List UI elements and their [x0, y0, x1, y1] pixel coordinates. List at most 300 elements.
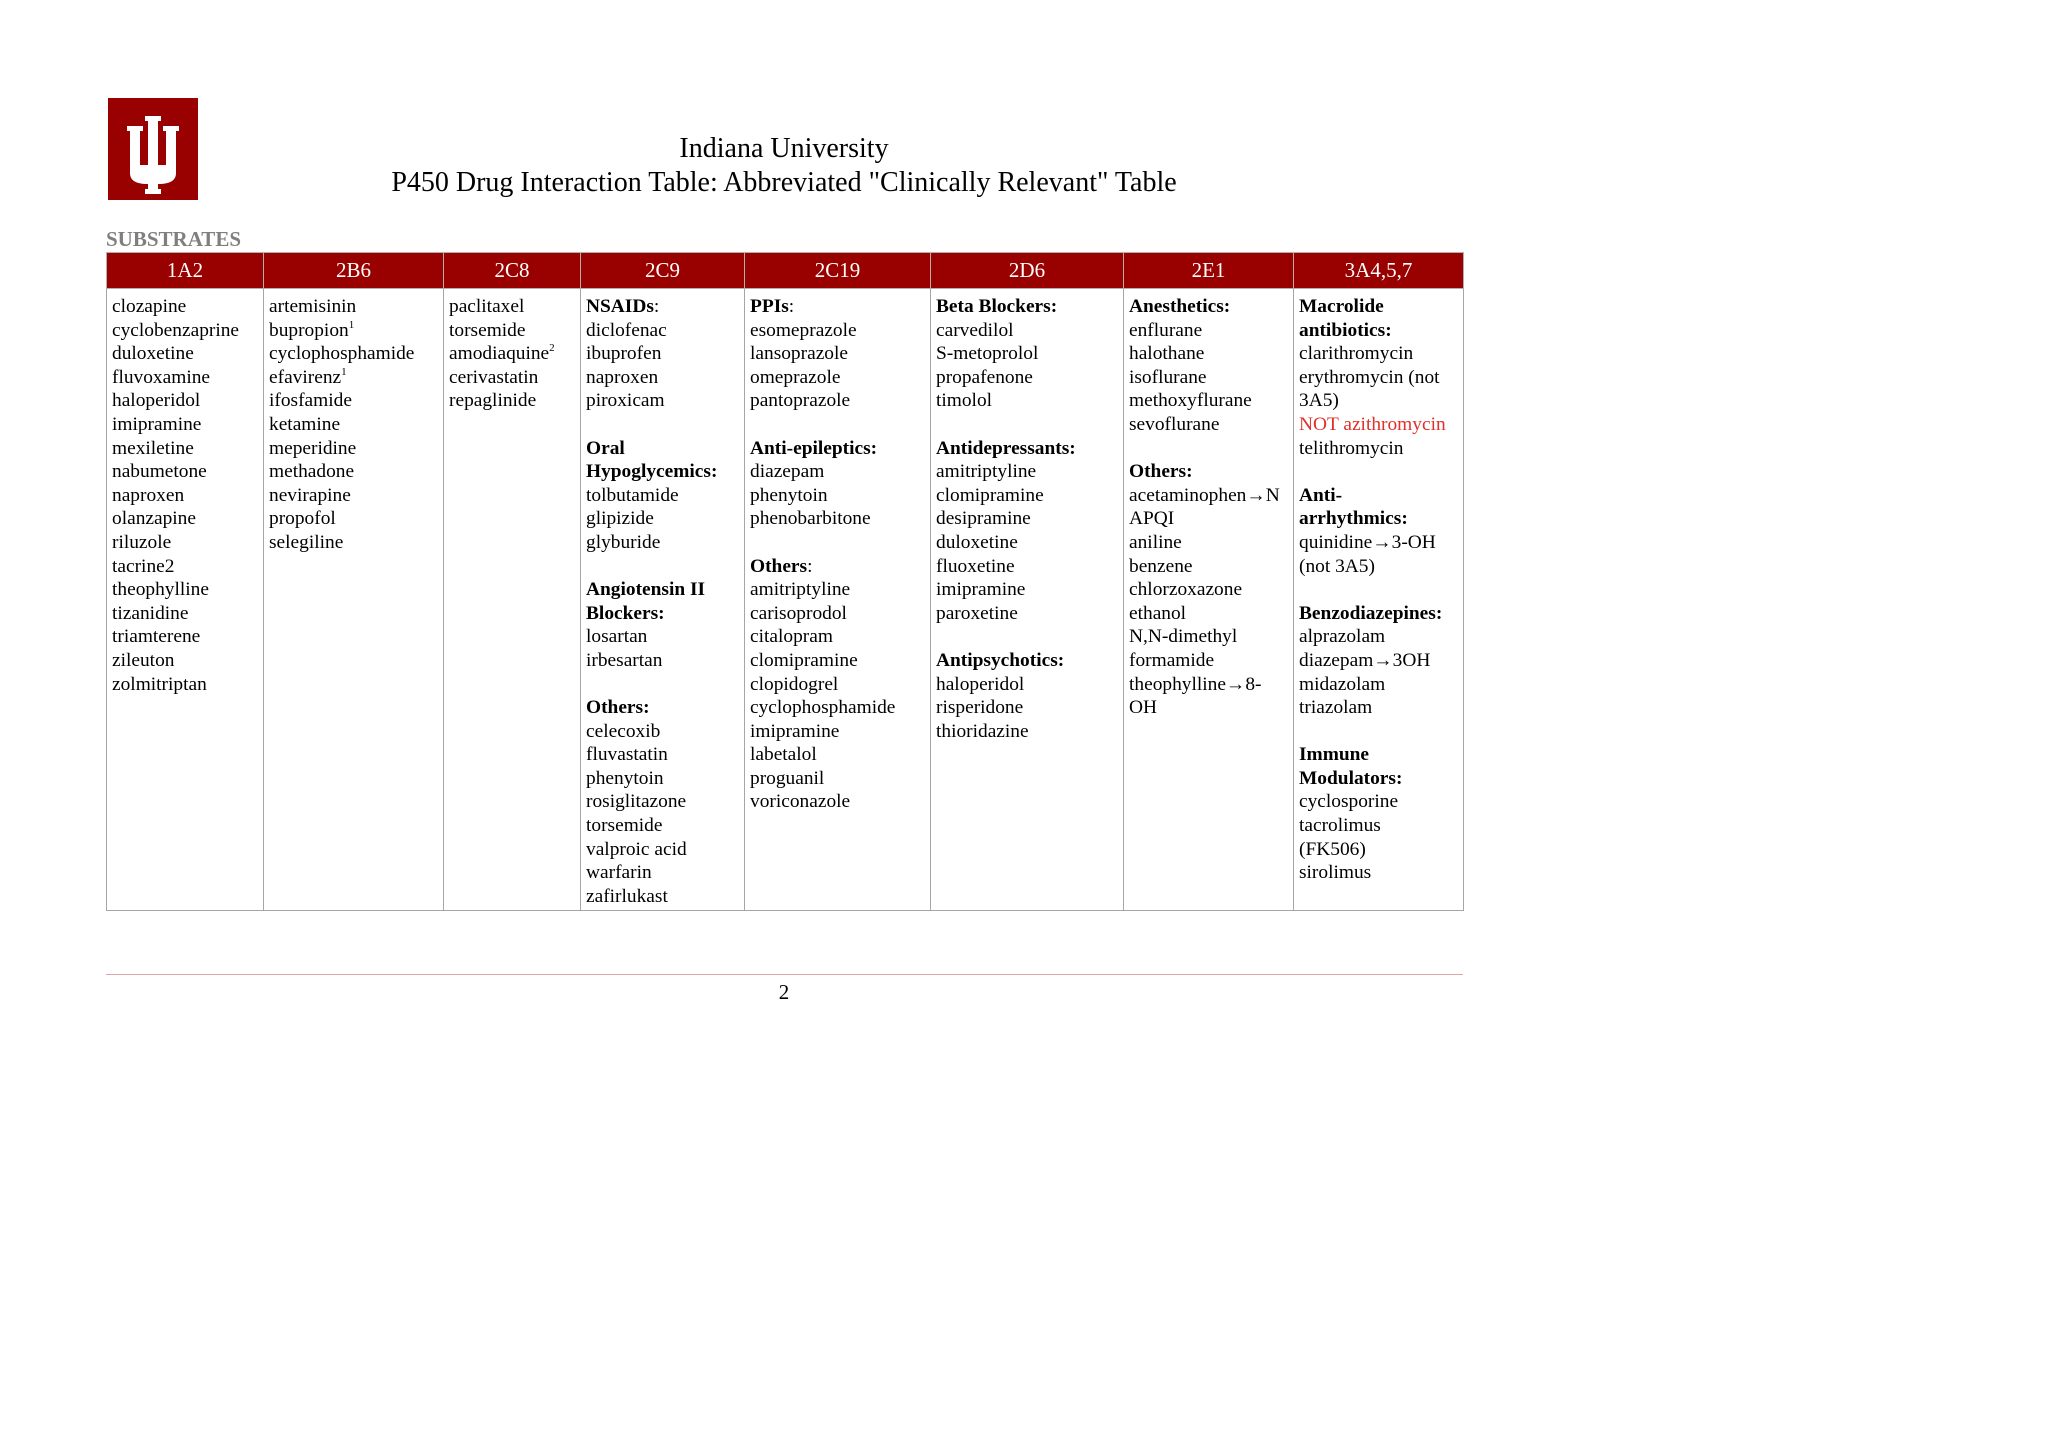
- list-item: [112, 484, 259, 508]
- list-spacer: [586, 673, 740, 697]
- drug-name: haloperidol: [112, 390, 201, 412]
- drug-name: phenytoin: [750, 484, 828, 506]
- drug-name: labetalol: [750, 744, 817, 766]
- category-heading: [1129, 295, 1289, 319]
- list-item: [750, 460, 926, 484]
- drug-name: fluvoxamine: [112, 366, 211, 388]
- list-item: [586, 649, 740, 673]
- list-item: [936, 696, 1119, 720]
- drug-name: efavirenz: [269, 366, 342, 388]
- footnote-marker: 1: [348, 318, 355, 331]
- category-heading: [936, 295, 1119, 319]
- category-heading: [586, 460, 740, 484]
- list-item: [750, 319, 926, 343]
- list-item: [1299, 790, 1459, 814]
- category-heading-text: Modulators:: [1299, 767, 1403, 789]
- drug-name: fluoxetine: [936, 555, 1015, 577]
- list-item: [586, 838, 740, 862]
- substrate-cell-2c9: [581, 289, 745, 911]
- list-item: [112, 531, 259, 555]
- list-item: [586, 885, 740, 909]
- list-item: [1129, 531, 1289, 555]
- list-item: [586, 743, 740, 767]
- category-heading-text: Antipsychotics:: [936, 649, 1065, 671]
- category-heading-text: Antidepressants:: [936, 437, 1076, 459]
- substrate-cell-2c8: [444, 289, 581, 911]
- drug-name: cyclosporine: [1299, 791, 1399, 813]
- heading-colon: :: [807, 555, 813, 577]
- list-item: [586, 319, 740, 343]
- drug-name: zileuton: [112, 649, 175, 671]
- list-item: [1129, 319, 1289, 343]
- list-spacer: [586, 413, 740, 437]
- drug-name: midazolam: [1299, 673, 1386, 695]
- list-item: [1299, 649, 1459, 673]
- list-item: [750, 602, 926, 626]
- list-item: [112, 649, 259, 673]
- substrate-cell-2c19: [745, 289, 931, 911]
- drug-name: valproic acid: [586, 838, 687, 860]
- list-item: [750, 720, 926, 744]
- drug-name: imipramine: [750, 720, 840, 742]
- drug-name: diazepam→3OH: [1299, 649, 1431, 671]
- list-item: [936, 342, 1119, 366]
- category-heading-text: NSAIDs: [586, 296, 654, 317]
- drug-name: cyclophosphamide: [269, 343, 415, 365]
- list-item: [936, 720, 1119, 744]
- category-heading: [1129, 460, 1289, 484]
- category-heading-text: Beta Blockers:: [936, 296, 1058, 317]
- drug-name: riluzole: [112, 531, 172, 553]
- list-item: [269, 484, 439, 508]
- drug-name: haloperidol: [936, 673, 1025, 695]
- list-item: [112, 602, 259, 626]
- list-spacer: [1299, 720, 1459, 744]
- drug-name: erythromycin (not: [1299, 366, 1440, 388]
- list-item: [1129, 413, 1289, 437]
- list-spacer: [936, 413, 1119, 437]
- drug-name: fluvastatin: [586, 744, 668, 766]
- category-heading: [1299, 767, 1459, 791]
- category-heading-text: Oral: [586, 437, 625, 459]
- list-spacer: [586, 555, 740, 579]
- drug-name: artemisinin: [269, 296, 357, 317]
- list-item: [936, 555, 1119, 579]
- drug-name: N,N-dimethyl: [1129, 626, 1238, 648]
- list-item: [1129, 625, 1289, 649]
- list-item: [750, 389, 926, 413]
- drug-name: tacrine2: [112, 555, 175, 577]
- category-heading: [750, 437, 926, 461]
- drug-name: phenytoin: [586, 767, 664, 789]
- page-number: 2: [778, 980, 790, 1004]
- list-item: [112, 319, 259, 343]
- drug-name: paclitaxel: [449, 296, 525, 317]
- drug-name: enflurane: [1129, 319, 1203, 341]
- drug-name: torsemide: [586, 815, 663, 837]
- substrate-cell-3a4-5-7: [1294, 289, 1464, 911]
- drug-name: celecoxib: [586, 720, 661, 742]
- list-item: [112, 413, 259, 437]
- drug-name: propafenone: [936, 366, 1033, 388]
- category-heading: [586, 602, 740, 626]
- drug-name: (FK506): [1299, 838, 1366, 860]
- list-item: [936, 389, 1119, 413]
- list-spacer: [750, 531, 926, 555]
- section-label-substrates: SUBSTRATES: [106, 227, 242, 251]
- category-heading-text: Benzodiazepines:: [1299, 602, 1443, 624]
- drug-name: propofol: [269, 508, 336, 530]
- drug-name: theophylline→8-: [1129, 673, 1262, 695]
- drug-name: halothane: [1129, 343, 1205, 365]
- table-row: [107, 289, 1464, 911]
- document-title: Indiana University: [679, 133, 889, 164]
- drug-name: NOT azithromycin: [1299, 413, 1446, 435]
- list-spacer: [936, 625, 1119, 649]
- category-heading: [936, 649, 1119, 673]
- drug-name: irbesartan: [586, 649, 663, 671]
- drug-name: methoxyflurane: [1129, 390, 1252, 412]
- column-header-2b6: 2B6: [264, 253, 444, 289]
- drug-name: repaglinide: [449, 390, 537, 412]
- list-item: [936, 460, 1119, 484]
- category-heading-text: Anti-epileptics:: [750, 437, 878, 459]
- drug-name: chlorzoxazone: [1129, 579, 1243, 601]
- drug-name: zolmitriptan: [112, 673, 207, 695]
- drug-name: desipramine: [936, 508, 1031, 530]
- list-item: [586, 342, 740, 366]
- list-item: [1299, 437, 1459, 461]
- list-item: [936, 531, 1119, 555]
- list-item: [1299, 625, 1459, 649]
- drug-name: olanzapine: [112, 508, 196, 530]
- list-item: [750, 743, 926, 767]
- heading-colon: :: [788, 296, 795, 317]
- category-heading: [586, 578, 740, 602]
- category-heading-text: Immune: [1299, 744, 1370, 766]
- list-item: [936, 507, 1119, 531]
- category-heading: [1299, 319, 1459, 343]
- list-item: [112, 673, 259, 697]
- drug-name: risperidone: [936, 697, 1024, 719]
- list-item: [1299, 531, 1459, 555]
- category-heading-text: antibiotics:: [1299, 319, 1392, 341]
- list-item: [112, 295, 259, 319]
- drug-name: amodiaquine: [449, 343, 550, 365]
- drug-name: voriconazole: [750, 791, 851, 813]
- drug-name: clozapine: [112, 296, 187, 317]
- drug-name: omeprazole: [750, 366, 841, 388]
- list-item: [269, 507, 439, 531]
- list-item: [1129, 555, 1289, 579]
- list-item: [1299, 366, 1459, 390]
- list-item: [269, 366, 439, 390]
- category-heading-text: PPIs: [750, 296, 789, 317]
- list-item: [112, 342, 259, 366]
- drug-name: (not 3A5): [1299, 555, 1375, 577]
- drug-name: ibuprofen: [586, 343, 662, 365]
- drug-name: quinidine→3-OH: [1299, 531, 1436, 553]
- list-item: [112, 437, 259, 461]
- list-item: [1299, 342, 1459, 366]
- drug-name: paroxetine: [936, 602, 1018, 624]
- list-item: [936, 578, 1119, 602]
- drug-name: timolol: [936, 390, 993, 412]
- list-spacer: [750, 413, 926, 437]
- list-item: [936, 366, 1119, 390]
- drug-name: ifosfamide: [269, 390, 352, 412]
- drug-name: triazolam: [1299, 697, 1373, 719]
- drug-name: imipramine: [936, 579, 1026, 601]
- list-item: [750, 484, 926, 508]
- drug-name: imipramine: [112, 413, 202, 435]
- list-item: [112, 578, 259, 602]
- drug-name: glipizide: [586, 508, 654, 530]
- list-item: [750, 625, 926, 649]
- drug-name: naproxen: [586, 366, 659, 388]
- drug-name: thioridazine: [936, 720, 1029, 742]
- substrate-cell-2d6: [931, 289, 1124, 911]
- list-item: [1129, 649, 1289, 673]
- drug-name: aniline: [1129, 531, 1182, 553]
- list-item: [750, 790, 926, 814]
- drug-name: methadone: [269, 461, 355, 483]
- list-item: [936, 673, 1119, 697]
- drug-name: APQI: [1129, 508, 1175, 530]
- drug-name: pantoprazole: [750, 390, 851, 412]
- drug-name: tolbutamide: [586, 484, 679, 506]
- category-heading: [1299, 295, 1459, 319]
- drug-name: proguanil: [750, 767, 825, 789]
- drug-name: phenobarbitone: [750, 508, 871, 530]
- drug-name: citalopram: [750, 626, 833, 648]
- list-item: [112, 366, 259, 390]
- list-item: [586, 484, 740, 508]
- drug-name: cerivastatin: [449, 366, 539, 388]
- column-header-2d6: 2D6: [931, 253, 1124, 289]
- list-item: [750, 578, 926, 602]
- list-item: [586, 720, 740, 744]
- document-subtitle: P450 Drug Interaction Table: Abbreviated "Clinically Relevant" Table: [391, 167, 1177, 198]
- list-item: [586, 507, 740, 531]
- list-item: [1299, 413, 1459, 437]
- substrate-cell-2b6: [264, 289, 444, 911]
- drug-name: bupropion: [269, 319, 349, 341]
- column-header-1a2: 1A2: [107, 253, 264, 289]
- list-item: [750, 767, 926, 791]
- category-heading-text: Others:: [586, 697, 650, 719]
- footnote-marker: 2: [549, 342, 555, 355]
- list-item: [269, 342, 439, 366]
- category-heading: [1299, 507, 1459, 531]
- list-item: [936, 319, 1119, 343]
- drug-name: amitriptyline: [936, 461, 1037, 483]
- category-heading: [936, 437, 1119, 461]
- drug-name: carisoprodol: [750, 602, 847, 624]
- column-header-2e1: 2E1: [1124, 253, 1294, 289]
- list-spacer: [1129, 437, 1289, 461]
- list-item: [1299, 814, 1459, 838]
- drug-name: tacrolimus: [1299, 815, 1381, 837]
- drug-name: meperidine: [269, 437, 357, 459]
- drug-name: 3A5): [1299, 390, 1339, 412]
- category-heading: [1299, 743, 1459, 767]
- drug-name: clomipramine: [936, 484, 1044, 506]
- list-item: [1129, 696, 1289, 720]
- list-item: [1129, 673, 1289, 697]
- category-heading-text: Blockers:: [586, 602, 665, 624]
- drug-name: ketamine: [269, 413, 341, 435]
- drug-name: cyclophosphamide: [750, 697, 896, 719]
- list-item: [1129, 366, 1289, 390]
- drug-name: nabumetone: [112, 461, 207, 483]
- list-item: [750, 673, 926, 697]
- list-item: [1129, 602, 1289, 626]
- category-heading-text: Anti-: [1299, 484, 1343, 506]
- drug-name: mexiletine: [112, 437, 194, 459]
- drug-name: triamterene: [112, 626, 201, 648]
- list-spacer: [1299, 460, 1459, 484]
- category-heading: [586, 437, 740, 461]
- drug-name: benzene: [1129, 555, 1193, 577]
- list-item: [586, 625, 740, 649]
- drug-name: clarithromycin: [1299, 343, 1414, 365]
- list-item: [1299, 673, 1459, 697]
- category-heading: [750, 295, 926, 319]
- drug-name: duloxetine: [936, 531, 1018, 553]
- list-item: [586, 814, 740, 838]
- drug-name: acetaminophen→N: [1129, 484, 1280, 506]
- list-item: [269, 437, 439, 461]
- heading-colon: :: [653, 296, 660, 317]
- drug-name: rosiglitazone: [586, 791, 687, 813]
- list-item: [586, 366, 740, 390]
- drug-name: theophylline: [112, 579, 209, 601]
- drug-name: carvedilol: [936, 319, 1014, 341]
- drug-name: esomeprazole: [750, 319, 857, 341]
- drug-name: losartan: [586, 626, 648, 648]
- drug-name: diclofenac: [586, 319, 667, 341]
- drug-name: OH: [1129, 697, 1158, 719]
- column-header-2c8: 2C8: [444, 253, 581, 289]
- drug-name: diazepam: [750, 461, 825, 483]
- list-item: [1299, 389, 1459, 413]
- list-item: [750, 366, 926, 390]
- drug-name: sirolimus: [1299, 862, 1372, 884]
- category-heading-text: Others:: [1129, 461, 1193, 483]
- list-item: [586, 389, 740, 413]
- category-heading: [1299, 484, 1459, 508]
- list-item: [1299, 838, 1459, 862]
- drug-name: zafirlukast: [586, 885, 668, 907]
- list-item: [750, 507, 926, 531]
- list-item: [1129, 578, 1289, 602]
- list-item: [750, 696, 926, 720]
- substrate-cell-2e1: [1124, 289, 1294, 911]
- category-heading-text: Hypoglycemics:: [586, 461, 718, 483]
- drug-name: glyburide: [586, 531, 661, 553]
- list-item: [269, 319, 439, 343]
- category-heading-text: Macrolide: [1299, 296, 1384, 317]
- list-item: [586, 790, 740, 814]
- drug-name: alprazolam: [1299, 626, 1386, 648]
- drug-name: sevoflurane: [1129, 413, 1220, 435]
- category-heading-text: Anesthetics:: [1129, 296, 1231, 317]
- column-header-2c9: 2C9: [581, 253, 745, 289]
- list-item: [1299, 555, 1459, 579]
- column-header-3a4-5-7: 3A4,5,7: [1294, 253, 1464, 289]
- drug-name: lansoprazole: [750, 343, 848, 365]
- drug-name: amitriptyline: [750, 579, 851, 601]
- drug-name: torsemide: [449, 319, 526, 341]
- list-spacer: [1299, 578, 1459, 602]
- list-item: [586, 531, 740, 555]
- list-item: [1129, 484, 1289, 508]
- drug-name: duloxetine: [112, 343, 194, 365]
- category-heading-text: arrhythmics:: [1299, 508, 1408, 530]
- category-heading: [586, 295, 740, 319]
- drug-name: nevirapine: [269, 484, 351, 506]
- list-item: [112, 625, 259, 649]
- drug-name: cyclobenzaprine: [112, 319, 240, 341]
- drug-name: telithromycin: [1299, 437, 1404, 459]
- category-heading: [1299, 602, 1459, 626]
- list-item: [936, 602, 1119, 626]
- category-heading: [750, 555, 926, 579]
- list-item: [1299, 861, 1459, 885]
- list-item: [586, 767, 740, 791]
- drug-name: clopidogrel: [750, 673, 839, 695]
- list-item: [449, 342, 576, 366]
- list-item: [1299, 696, 1459, 720]
- list-item: [1129, 342, 1289, 366]
- drug-name: clomipramine: [750, 649, 858, 671]
- drug-name: warfarin: [586, 862, 652, 884]
- list-item: [449, 319, 576, 343]
- list-item: [112, 507, 259, 531]
- table-header-row: [107, 253, 1464, 289]
- list-item: [449, 389, 576, 413]
- drug-name: isoflurane: [1129, 366, 1207, 388]
- list-item: [269, 389, 439, 413]
- list-item: [750, 342, 926, 366]
- drug-name: selegiline: [269, 531, 344, 553]
- category-heading: [586, 696, 740, 720]
- list-item: [936, 484, 1119, 508]
- column-header-2c19: 2C19: [745, 253, 931, 289]
- footnote-marker: 1: [341, 365, 347, 378]
- drug-name: formamide: [1129, 649, 1215, 671]
- list-item: [112, 460, 259, 484]
- list-item: [269, 295, 439, 319]
- list-item: [449, 295, 576, 319]
- list-item: [586, 861, 740, 885]
- drug-name: tizanidine: [112, 602, 189, 624]
- list-item: [1129, 389, 1289, 413]
- list-item: [269, 531, 439, 555]
- list-item: [112, 389, 259, 413]
- list-item: [112, 555, 259, 579]
- category-heading-text: Angiotensin II: [586, 579, 706, 601]
- list-item: [449, 366, 576, 390]
- list-item: [750, 649, 926, 673]
- drug-name: naproxen: [112, 484, 185, 506]
- drug-name: S-metoprolol: [936, 343, 1039, 365]
- category-heading-text: Others: [750, 555, 808, 577]
- list-item: [269, 460, 439, 484]
- substrate-cell-1a2: [107, 289, 264, 911]
- list-item: [269, 413, 439, 437]
